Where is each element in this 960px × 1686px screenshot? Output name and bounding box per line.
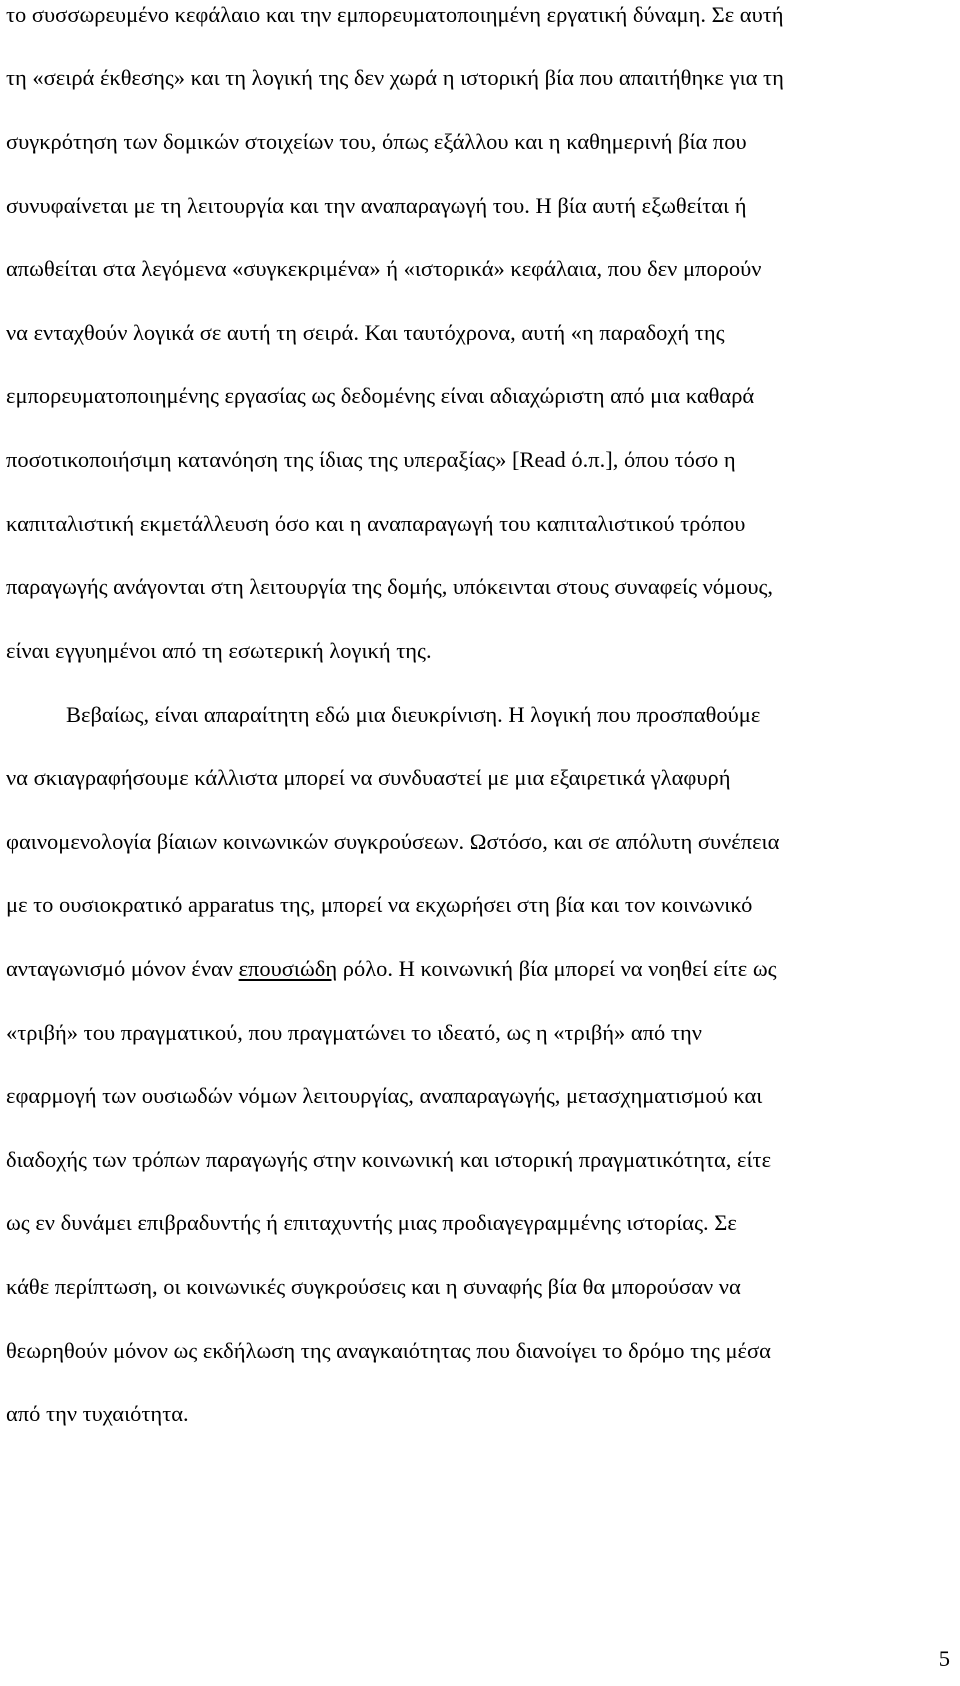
text-line-5: απωθείται στα λεγόμενα «συγκεκριμένα» ή «ιστορικά» κεφάλαια, που δεν μπορούν — [6, 256, 762, 281]
text-line-1: το συσσωρευμένο κεφάλαιο και την εμπορευματοποιημένη εργατική δύναμη. Σε αυτή — [6, 2, 784, 27]
page-number: 5 — [938, 1646, 950, 1671]
underlined-word: επουσιώδη — [238, 956, 338, 981]
text-line-21: κάθε περίπτωση, οι κοινωνικές συγκρούσεις και η συναφής βία θα μπορούσαν να — [6, 1274, 741, 1299]
text-line-15: με το ουσιοκρατικό apparatus της, μπορεί να εκχωρήσει στη βία και τον κοινωνικό — [6, 892, 753, 917]
text-line-20: ως εν δυνάμει επιβραδυντής ή επιταχυντής μιας προδιαγεγραμμένης ιστορίας. Σε — [6, 1210, 737, 1235]
text-line-8: ποσοτικοποιήσιμη κατανόηση της ίδιας της υπεραξίας» [Read ό.π.], όπου τόσο η — [6, 447, 736, 472]
text-line-10: παραγωγής ανάγονται στη λειτουργία της δομής, υπόκεινται στους συναφείς νόμους, — [6, 574, 774, 599]
text-line-12: Βεβαίως, είναι απαραίτητη εδώ μια διευκρίνιση. Η λογική που προσπαθούμε — [66, 702, 761, 727]
text-line-22: θεωρηθούν μόνον ως εκδήλωση της αναγκαιότητας που διανοίγει το δρόμο της μέσα — [6, 1338, 771, 1363]
text-line-23: από την τυχαιότητα. — [6, 1401, 189, 1426]
text-line-14: φαινομενολογία βίαιων κοινωνικών συγκρούσεων. Ωστόσο, και σε απόλυτη συνέπεια — [6, 829, 780, 854]
text-line-16-before: ανταγωνισμό μόνον έναν — [6, 956, 239, 981]
text-line-2: τη «σειρά έκθεσης» και τη λογική της δεν χωρά η ιστορική βία που απαιτήθηκε για τη — [6, 65, 784, 90]
text-line-16 — [6, 958, 777, 981]
text-line-17: «τριβή» του πραγματικού, που πραγματώνει το ιδεατό, ως η «τριβή» από την — [6, 1020, 702, 1045]
text-line-7: εμπορευματοποιημένης εργασίας ως δεδομένης είναι αδιαχώριστη από μια καθαρά — [6, 383, 755, 408]
text-line-19: διαδοχής των τρόπων παραγωγής στην κοινωνική και ιστορική πραγματικότητα, είτε — [6, 1147, 772, 1172]
text-line-6: να ενταχθούν λογικά σε αυτή τη σειρά. Και ταυτόχρονα, αυτή «η παραδοχή της — [6, 320, 725, 345]
text-line-13: να σκιαγραφήσουμε κάλλιστα μπορεί να συνδυαστεί με μια εξαιρετικά γλαφυρή — [6, 765, 731, 790]
text-line-3: συγκρότηση των δομικών στοιχείων του, όπως εξάλλου και η καθημερινή βία που — [6, 129, 747, 154]
text-line-11: είναι εγγυημένοι από τη εσωτερική λογική της. — [6, 638, 432, 663]
text-line-18: εφαρμογή των ουσιωδών νόμων λειτουργίας, αναπαραγωγής, μετασχηματισμού και — [6, 1083, 763, 1108]
text-line-16-after: ρόλο. Η κοινωνική βία μπορεί να νοηθεί είτε ως — [337, 956, 777, 981]
text-line-4: συνυφαίνεται με τη λειτουργία και την αναπαραγωγή του. Η βία αυτή εξωθείται ή — [6, 193, 747, 218]
text-line-9: καπιταλιστική εκμετάλλευση όσο και η αναπαραγωγή του καπιταλιστικού τρόπου — [6, 511, 746, 536]
